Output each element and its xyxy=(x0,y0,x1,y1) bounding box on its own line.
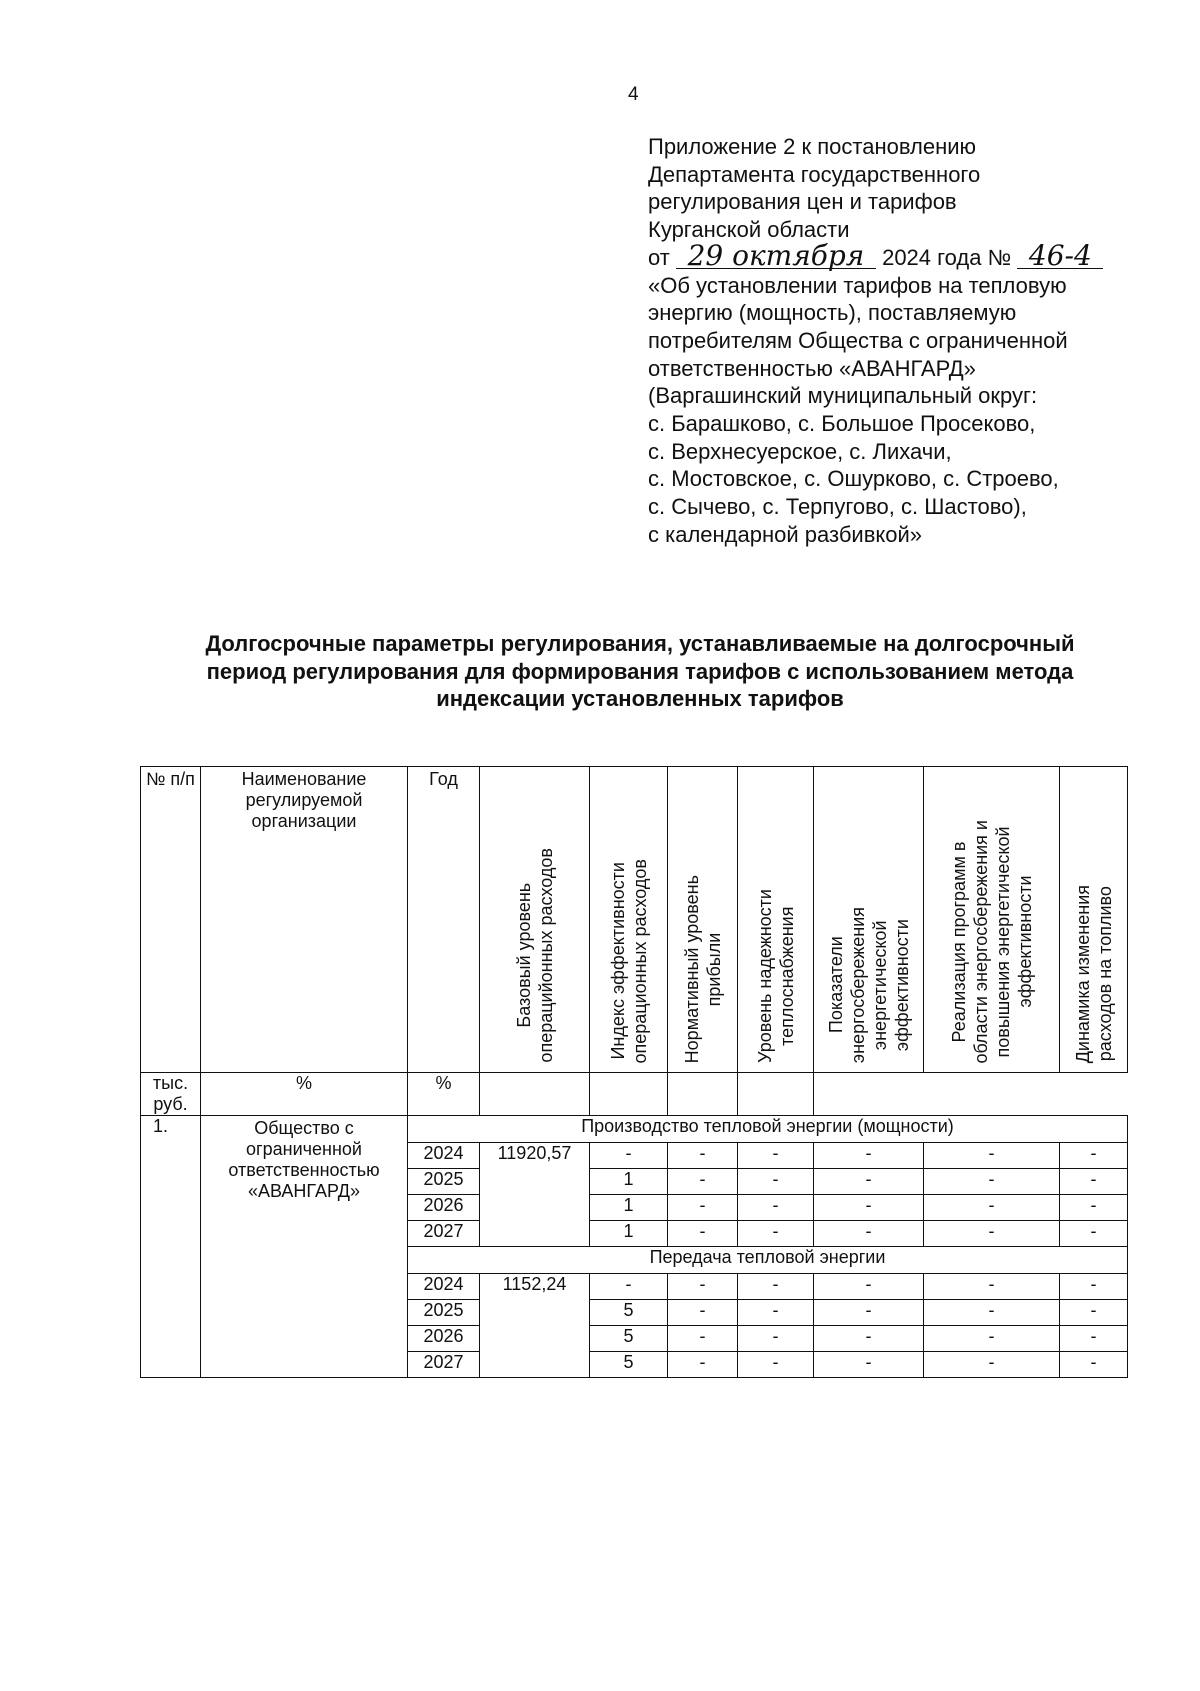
appendix-date-line xyxy=(648,238,1168,272)
profit-cell: - xyxy=(668,1169,738,1195)
appendix-title-line: с. Барашково, с. Большое Просеково, xyxy=(648,411,1036,437)
unit-cell-empty xyxy=(668,1073,738,1116)
index-cell: 5 xyxy=(590,1326,668,1352)
index-cell: - xyxy=(590,1143,668,1169)
saving-cell: - xyxy=(814,1352,924,1378)
header-normative-profit xyxy=(668,767,738,1073)
appendix-title-line: с. Верхнесуерское, с. Лихачи, xyxy=(648,438,952,464)
programs-cell: - xyxy=(924,1221,1060,1247)
from-prefix: от xyxy=(648,244,670,270)
year-cell: 2027 xyxy=(408,1352,480,1378)
year-cell: 2025 xyxy=(408,1169,480,1195)
saving-cell: - xyxy=(814,1143,924,1169)
appendix-line: Курганской области xyxy=(648,217,850,243)
header-organization: Наименование регулируемой организации xyxy=(201,767,408,1073)
base-level-value: 11920,57 xyxy=(480,1143,590,1247)
regulation-parameters-table xyxy=(140,766,1128,1378)
profit-cell: - xyxy=(668,1352,738,1378)
table-header-row xyxy=(141,767,1128,1073)
unit-cell-empty xyxy=(590,1073,668,1116)
units-row xyxy=(141,1073,1128,1116)
header-programs-text: Реализация программ в области энергосбережения и повышения энергетической эффективности xyxy=(948,819,1035,1063)
handwritten-date: 29 октября xyxy=(676,244,876,269)
appendix-title-line: «Об установлении тарифов на тепловую xyxy=(648,272,1067,298)
section-title-row xyxy=(141,1116,1128,1143)
reliability-cell: - xyxy=(738,1221,814,1247)
fuel-cell: - xyxy=(1060,1169,1128,1195)
row-number: 1. xyxy=(141,1116,201,1378)
reliability-cell: - xyxy=(738,1143,814,1169)
document-title xyxy=(140,630,1140,713)
appendix-title-line: потребителям Общества с ограниченной xyxy=(648,327,1068,353)
header-num: № п/п xyxy=(141,767,201,1073)
document-title-line: индексации установленных тарифов xyxy=(436,686,844,711)
page-number: 4 xyxy=(628,84,639,105)
header-year: Год xyxy=(408,767,480,1073)
document-title-line: Долгосрочные параметры регулирования, устанавливаемые на долгосрочный xyxy=(205,631,1075,656)
saving-cell: - xyxy=(814,1221,924,1247)
profit-cell: - xyxy=(668,1300,738,1326)
year-text: 2024 года № xyxy=(882,244,1012,270)
reliability-cell: - xyxy=(738,1169,814,1195)
profit-cell: - xyxy=(668,1274,738,1300)
base-level-value: 1152,24 xyxy=(480,1274,590,1378)
unit-cell-empty xyxy=(480,1073,590,1116)
fuel-cell: - xyxy=(1060,1274,1128,1300)
saving-cell: - xyxy=(814,1300,924,1326)
programs-cell: - xyxy=(924,1352,1060,1378)
document-title-line: период регулирования для формирования тарифов с использованием метода xyxy=(206,658,1074,684)
fuel-cell: - xyxy=(1060,1300,1128,1326)
header-base-level-text: Базовый уровень операцийонных расходов xyxy=(513,848,556,1063)
header-fuel-dynamics xyxy=(1060,767,1128,1073)
header-normative-profit-text: Нормативный уровень прибыли xyxy=(681,874,724,1063)
profit-cell: - xyxy=(668,1143,738,1169)
appendix-title-line: (Варгашинский муниципальный округ: xyxy=(648,383,1038,409)
appendix-title-line: с. Сычево, с. Терпугово, с. Шастово), xyxy=(648,494,1027,520)
header-programs xyxy=(924,767,1060,1073)
organization-name: Общество с ограниченной ответственностью «АВАНГАРД» xyxy=(201,1116,408,1378)
header-energy-saving-text: Показатели энергосбережения энергетической эффективности xyxy=(825,906,912,1063)
appendix-title-line: с. Мостовское, с. Ошурково, с. Строево, xyxy=(648,466,1059,492)
index-cell: 5 xyxy=(590,1352,668,1378)
reliability-cell: - xyxy=(738,1195,814,1221)
fuel-cell: - xyxy=(1060,1326,1128,1352)
appendix-title-line: ответственностью «АВАНГАРД» xyxy=(648,355,976,381)
header-reliability xyxy=(738,767,814,1073)
unit-cell-profit: % xyxy=(408,1073,480,1116)
programs-cell: - xyxy=(924,1326,1060,1352)
handwritten-number: 46-4 xyxy=(1017,244,1103,269)
programs-cell: - xyxy=(924,1143,1060,1169)
unit-cell-empty xyxy=(738,1073,814,1116)
section-title: Передача тепловой энергии xyxy=(408,1247,1128,1274)
index-cell: 5 xyxy=(590,1300,668,1326)
programs-cell: - xyxy=(924,1300,1060,1326)
unit-cell-index: % xyxy=(201,1073,408,1116)
index-cell: 1 xyxy=(590,1195,668,1221)
fuel-cell: - xyxy=(1060,1143,1128,1169)
reliability-cell: - xyxy=(738,1274,814,1300)
profit-cell: - xyxy=(668,1195,738,1221)
year-cell: 2024 xyxy=(408,1143,480,1169)
programs-cell: - xyxy=(924,1195,1060,1221)
header-efficiency-index-text: Индекс эффективности операционных расходов xyxy=(607,858,650,1063)
fuel-cell: - xyxy=(1060,1221,1128,1247)
profit-cell: - xyxy=(668,1326,738,1352)
header-base-level xyxy=(480,767,590,1073)
appendix-title-line: с календарной разбивкой» xyxy=(648,521,923,547)
programs-cell: - xyxy=(924,1169,1060,1195)
appendix-title-line: энергию (мощность), поставляемую xyxy=(648,300,1017,326)
header-fuel-dynamics-text: Динамика изменения расходов на топливо xyxy=(1072,884,1115,1063)
header-reliability-text: Уровень надежности теплоснабжения xyxy=(754,889,797,1063)
saving-cell: - xyxy=(814,1326,924,1352)
reliability-cell: - xyxy=(738,1352,814,1378)
header-energy-saving xyxy=(814,767,924,1073)
appendix-line: Приложение 2 к постановлению xyxy=(648,134,977,159)
year-cell: 2025 xyxy=(408,1300,480,1326)
fuel-cell: - xyxy=(1060,1352,1128,1378)
section-title: Производство тепловой энергии (мощности) xyxy=(408,1116,1128,1143)
index-cell: - xyxy=(590,1274,668,1300)
saving-cell: - xyxy=(814,1274,924,1300)
year-cell: 2026 xyxy=(408,1195,480,1221)
year-cell: 2027 xyxy=(408,1221,480,1247)
reliability-cell: - xyxy=(738,1300,814,1326)
programs-cell: - xyxy=(924,1274,1060,1300)
reliability-cell: - xyxy=(738,1326,814,1352)
saving-cell: - xyxy=(814,1195,924,1221)
index-cell: 1 xyxy=(590,1221,668,1247)
header-efficiency-index xyxy=(590,767,668,1073)
year-cell: 2026 xyxy=(408,1326,480,1352)
saving-cell: - xyxy=(814,1169,924,1195)
index-cell: 1 xyxy=(590,1169,668,1195)
profit-cell: - xyxy=(668,1221,738,1247)
appendix-block xyxy=(648,133,1168,549)
unit-cell-base: тыс. руб. xyxy=(141,1073,201,1116)
appendix-line: Департамента государственного xyxy=(648,161,981,187)
year-cell: 2024 xyxy=(408,1274,480,1300)
fuel-cell: - xyxy=(1060,1195,1128,1221)
appendix-line: регулирования цен и тарифов xyxy=(648,189,957,215)
